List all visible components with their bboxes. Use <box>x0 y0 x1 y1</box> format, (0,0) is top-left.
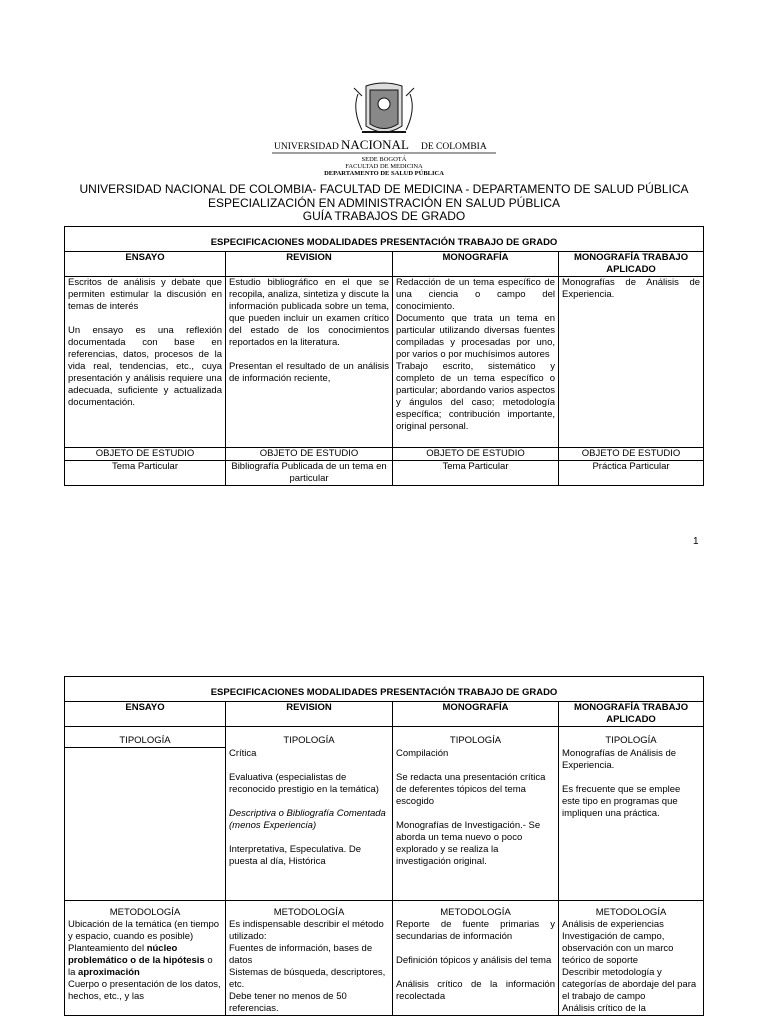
objeto-value: Tema Particular <box>393 461 559 486</box>
aplicado-metodologia <box>559 919 704 1016</box>
monografia-paragraph: Documento que trata un tema en particular utilizando diversas fuentes compiladas y procesadas por uno, por varios o por muchísimos autores <box>396 313 555 360</box>
page-number: 1 <box>693 536 699 547</box>
column-header-monografia-aplicado: MONOGRAFÍA TRABAJO APLICADO <box>559 702 704 727</box>
aplicado-description <box>559 277 704 448</box>
metodologia-item: Planteamiento del núcleo problemático o de la hipótesis o la aproximación <box>68 943 213 978</box>
metodologia-item: Cuerpo o presentación de los datos, hechos, etc., y las <box>68 979 221 1002</box>
svg-text:NACIONAL: NACIONAL <box>341 137 409 152</box>
tipologia-label: TIPOLOGÍA <box>65 727 226 748</box>
metodologia-label: METODOLOGÍA <box>393 901 559 920</box>
svg-text:DEPARTAMENTO DE SALUD PÚBLICA: DEPARTAMENTO DE SALUD PÚBLICA <box>324 170 444 176</box>
objeto-value: Práctica Particular <box>559 461 704 486</box>
svg-text:SEDE BOGOTÁ: SEDE BOGOTÁ <box>361 156 407 163</box>
monografia-metodologia <box>393 919 559 1016</box>
header-line-2: ESPECIALIZACIÓN EN ADMINISTRACIÓN EN SALUD PÚBLICA <box>207 195 561 210</box>
metodologia-label: METODOLOGÍA <box>226 901 393 920</box>
column-header-monografia: MONOGRAFÍA <box>393 702 559 727</box>
revision-tipologia <box>226 748 393 901</box>
metodologia-label: METODOLOGÍA <box>559 901 704 920</box>
svg-text:FACULTAD DE MEDICINA: FACULTAD DE MEDICINA <box>345 163 423 170</box>
tipologia-label: TIPOLOGÍA <box>559 727 704 748</box>
ensayo-paragraph: Un ensayo es una reflexión documentada con base en referencias, datos, procesos de la vida real, tendencias, etc., cuya presentación y análisis requiere una adecuada, suficiente y actualizada documentación. <box>68 325 222 408</box>
monografia-tipologia <box>393 748 559 901</box>
revision-paragraph: Estudio bibliográfico en el que se recopila, analiza, sintetiza y discute la información publicada sobre un tema, que pueden incluir un examen crítico del estado de los conocimientos reportados en la literatura. <box>229 277 389 348</box>
tipologia-item: Monografías de Análisis de Experiencia. <box>562 747 677 771</box>
table-title: ESPECIFICACIONES MODALIDADES PRESENTACIÓN TRABAJO DE GRADO <box>65 227 704 252</box>
metodologia-item: Describir metodología y categorías de abordaje del para el trabajo de campo <box>562 967 697 1002</box>
modalidades-table-2 <box>64 676 704 1016</box>
tipologia-label: TIPOLOGÍA <box>226 727 393 748</box>
metodologia-item: Es indispensable describir el método utilizado: <box>229 919 384 942</box>
ensayo-metodologia <box>65 919 226 1016</box>
metodologia-item: Sistemas de búsqueda, descriptores, etc. <box>229 967 386 990</box>
tipologia-item: Es frecuente que se emplee este tipo en programas que impliquen una práctica. <box>562 783 681 819</box>
objeto-value: Bibliografía Publicada de un tema en particular <box>226 461 393 486</box>
column-header-ensayo: ENSAYO <box>65 252 226 277</box>
revision-paragraph: Presentan el resultado de un análisis de información reciente, <box>229 361 389 384</box>
table-title: ESPECIFICACIONES MODALIDADES PRESENTACIÓN TRABAJO DE GRADO <box>65 677 704 702</box>
objeto-label: OBJETO DE ESTUDIO <box>393 448 559 461</box>
header-line-1: UNIVERSIDAD NACIONAL DE COLOMBIA- FACULTAD DE MEDICINA - DEPARTAMENTO DE SALUD PÚBLICA <box>79 182 689 196</box>
monografia-paragraph: Trabajo escrito, sistemático y completo de un tema específico o particular; abordando varios aspectos y ángulos del caso; metodología específica; contribución importante, original personal. <box>396 361 555 432</box>
column-header-monografia-aplicado: MONOGRAFÍA TRABAJO APLICADO <box>559 252 704 277</box>
objeto-label: OBJETO DE ESTUDIO <box>226 448 393 461</box>
monografia-paragraph: Redacción de un tema específico de una ciencia o campo del conocimiento. <box>396 277 555 312</box>
metodologia-item: Análisis de experiencias <box>562 919 664 930</box>
metodologia-label: METODOLOGÍA <box>65 901 226 920</box>
column-header-revision: REVISION <box>226 252 393 277</box>
document-header <box>0 183 768 224</box>
revision-metodologia <box>226 919 393 1016</box>
ensayo-paragraph: Escritos de análisis y debate que permiten estimular la discusión en temas de interés <box>68 277 222 312</box>
metodologia-item: Análisis crítico de la <box>562 1003 646 1014</box>
metodologia-item: Ubicación de la temática (en tiempo y espacio, cuando es posible) <box>68 919 220 942</box>
metodologia-item: Reporte de fuente primarias y secundarias de información <box>396 919 555 942</box>
metodologia-item: Debe tener no menos de 50 referencias. <box>229 991 347 1014</box>
tipologia-item: Se redacta una presentación crítica de deferentes tópicos del tema escogido <box>396 771 546 807</box>
metodologia-item: Análisis crítico de la información recolectada <box>396 979 555 1002</box>
university-logo <box>266 80 502 176</box>
objeto-label: OBJETO DE ESTUDIO <box>559 448 704 461</box>
monografia-description <box>393 277 559 448</box>
aplicado-tipologia <box>559 748 704 901</box>
ensayo-tipologia <box>65 748 226 901</box>
svg-text:DE COLOMBIA: DE COLOMBIA <box>421 142 487 152</box>
objeto-label: OBJETO DE ESTUDIO <box>65 448 226 461</box>
modalidades-table-1 <box>64 226 704 486</box>
tipologia-item: Interpretativa, Especulativa. De puesta al día, Histórica <box>229 843 362 867</box>
header-line-3: GUÍA TRABAJOS DE GRADO <box>302 209 466 223</box>
objeto-value: Tema Particular <box>65 461 226 486</box>
tipologia-item: Descriptiva o Bibliografía Comentada (menos Experiencia) <box>229 807 386 831</box>
svg-text:UNIVERSIDAD: UNIVERSIDAD <box>274 142 339 152</box>
tipologia-label: TIPOLOGÍA <box>393 727 559 748</box>
column-header-revision: REVISION <box>226 702 393 727</box>
metodologia-item: Definición tópicos y análisis del tema <box>396 955 552 966</box>
coat-of-arms-icon <box>266 80 502 176</box>
tipologia-item: Evaluativa (especialistas de reconocido prestigio en la temática) <box>229 771 379 795</box>
metodologia-item: Fuentes de información, bases de datos <box>229 943 373 966</box>
ensayo-description <box>65 277 226 448</box>
tipologia-item: Compilación <box>396 747 449 759</box>
column-header-monografia: MONOGRAFÍA <box>393 252 559 277</box>
metodologia-item: Investigación de campo, observación con un marco teórico de soporte <box>562 931 674 966</box>
tipologia-item: Crítica <box>229 747 257 759</box>
revision-description <box>226 277 393 448</box>
tipologia-item: Monografías de Investigación.- Se aborda un tema nuevo o poco explorado y se realiza la investigación original. <box>396 819 541 867</box>
column-header-ensayo: ENSAYO <box>65 702 226 727</box>
aplicado-paragraph: Monografías de Análisis de Experiencia. <box>562 277 701 300</box>
